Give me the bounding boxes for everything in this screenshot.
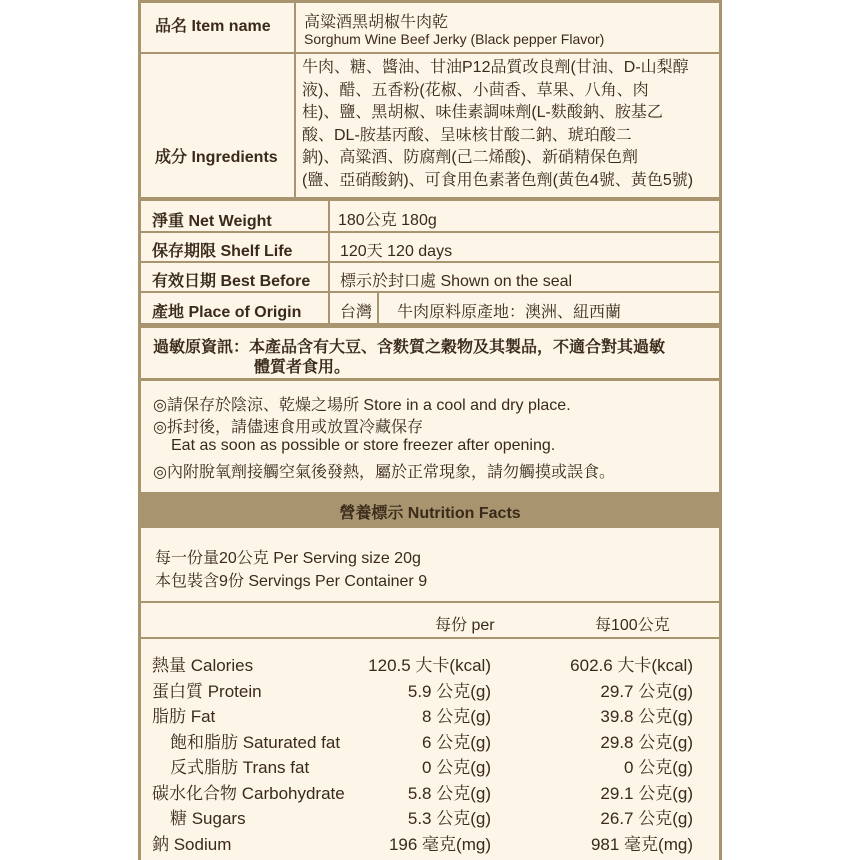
nutrition-row xyxy=(152,753,707,778)
ingredients-value-cell xyxy=(296,54,719,197)
value-per-100g: 29.8 公克(g) xyxy=(600,732,693,752)
shelf-life-value: 120天 120 days xyxy=(340,243,453,260)
nutrient-name: 碳水化合物 Carbohydrate xyxy=(152,783,345,803)
nutrient-name: 鈉 Sodium xyxy=(152,834,232,854)
net-weight-label: 淨重 Net Weight xyxy=(152,213,272,230)
nutrition-row xyxy=(152,804,707,829)
nutrition-row xyxy=(152,779,707,804)
value-per-serving: 196 毫克(mg) xyxy=(388,834,491,854)
best-before-value: 標示於封口處 Shown on the seal xyxy=(340,273,573,290)
nutrient-name: 脂肪 Fat xyxy=(152,707,216,726)
value-per-100g: 602.6 大卡(kcal) xyxy=(570,656,693,675)
net-weight-value-cell xyxy=(330,201,719,231)
allergen-line-2: 體質者食用。 xyxy=(254,359,351,376)
storage-note-en: Eat as soon as possible or store freezer after opening. xyxy=(171,437,556,454)
nutrition-row xyxy=(152,702,707,727)
nutrition-header-row xyxy=(141,603,719,637)
storage-note: ◎請保存於陰涼、乾燥之場所 Store in a cool and dry place. xyxy=(153,397,571,414)
shelf-life-label: 保存期限 Shelf Life xyxy=(152,243,293,260)
origin-value-cell xyxy=(330,293,377,323)
nutrient-name: 反式脂肪 Trans fat xyxy=(170,758,310,777)
net-weight-value: 180公克 180g xyxy=(338,212,437,229)
col-per100-header: 每100公克 xyxy=(595,617,670,634)
ingredients-line: 酸、DL-胺基丙酸、呈味核甘酸二鈉、琥珀酸二 xyxy=(302,126,632,144)
ingredients-line: 牛肉、糖、醬油、甘油P12品質改良劑(甘油、D-山梨醇 xyxy=(302,59,689,76)
best-before-value-cell xyxy=(330,263,719,291)
origin-label-cell xyxy=(141,293,328,323)
serving-size: 每一份量20公克 Per Serving size 20g xyxy=(155,550,421,567)
nutrient-name: 熱量 Calories xyxy=(152,656,254,675)
item-name-label: 品名 Item name xyxy=(155,18,271,35)
origin-note: 牛肉原料原產地：澳洲、紐西蘭 xyxy=(397,304,622,321)
item-name-en: Sorghum Wine Beef Jerky (Black pepper Flavor) xyxy=(304,31,605,47)
value-per-serving: 5.8 公克(g) xyxy=(407,783,491,803)
item-name-zh: 高粱酒黑胡椒牛肉乾 xyxy=(304,14,449,31)
value-per-100g: 39.8 公克(g) xyxy=(600,707,693,726)
item-name-value-cell xyxy=(296,3,719,52)
storage-cell xyxy=(141,381,719,492)
nutrition-row xyxy=(152,728,707,753)
origin-label: 產地 Place of Origin xyxy=(152,304,302,321)
ingredients-line: 桂)、鹽、黑胡椒、味佳素調味劑(L-麩酸鈉、胺基乙 xyxy=(302,104,663,121)
value-per-serving: 0 公克(g) xyxy=(422,758,491,777)
nutrient-name: 蛋白質 Protein xyxy=(152,681,262,701)
nutrition-row xyxy=(152,830,707,855)
value-per-serving: 5.9 公克(g) xyxy=(407,681,491,701)
allergen-line-1: 過敏原資訊：本產品含有大豆、含麩質之穀物及其製品，不適合對其過敏 xyxy=(153,339,666,356)
origin-note-cell xyxy=(379,293,719,323)
storage-note: ◎拆封後，請儘速食用或放置冷藏保存 xyxy=(153,419,423,436)
value-per-100g: 26.7 公克(g) xyxy=(600,809,693,828)
shelf-life-value-cell xyxy=(330,233,719,261)
ingredients-line: 鈉)、高粱酒、防腐劑(己二烯酸)、新硝精保色劑 xyxy=(302,149,638,166)
value-per-100g: 29.1 公克(g) xyxy=(600,783,693,803)
shelf-life-label-cell xyxy=(141,233,328,261)
value-per-100g: 981 毫克(mg) xyxy=(590,834,693,854)
ingredients-line: 液)、醋、五香粉(花椒、小茴香、草果、八角、肉 xyxy=(302,81,649,99)
nutrition-row xyxy=(152,677,707,702)
ingredients-label: 成分 Ingredients xyxy=(155,149,278,166)
ingredients-label-cell xyxy=(141,54,294,197)
nutrition-row xyxy=(152,651,707,676)
col-per-header: 每份 per xyxy=(435,617,495,634)
value-per-serving: 5.3 公克(g) xyxy=(407,809,491,828)
serving-cell xyxy=(141,528,719,601)
allergen-cell xyxy=(141,328,719,378)
storage-note: ◎內附脫氧劑接觸空氣後發熱，屬於正常現象，請勿觸摸或誤食。 xyxy=(153,464,615,481)
nutrient-name: 飽和脂肪 Saturated fat xyxy=(170,732,341,752)
value-per-serving: 6 公克(g) xyxy=(422,732,491,752)
best-before-label: 有效日期 Best Before xyxy=(152,273,311,290)
value-per-100g: 29.7 公克(g) xyxy=(600,681,693,701)
value-per-serving: 8 公克(g) xyxy=(422,707,491,726)
item-name-label-cell xyxy=(141,3,294,52)
nutrient-name: 糖 Sugars xyxy=(170,809,246,828)
value-per-100g: 0 公克(g) xyxy=(624,758,693,777)
ingredients-line: (鹽、亞硝酸鈉)、可食用色素著色劑(黃色4號、黃色5號) xyxy=(302,171,694,189)
net-weight-label-cell xyxy=(141,201,328,231)
nutrition-title: 營養標示 Nutrition Facts xyxy=(141,494,719,528)
origin-value: 台灣 xyxy=(340,304,373,321)
best-before-label-cell xyxy=(141,263,328,291)
value-per-serving: 120.5 大卡(kcal) xyxy=(368,656,491,675)
servings-per-container: 本包裝含9份 Servings Per Container 9 xyxy=(155,573,428,590)
